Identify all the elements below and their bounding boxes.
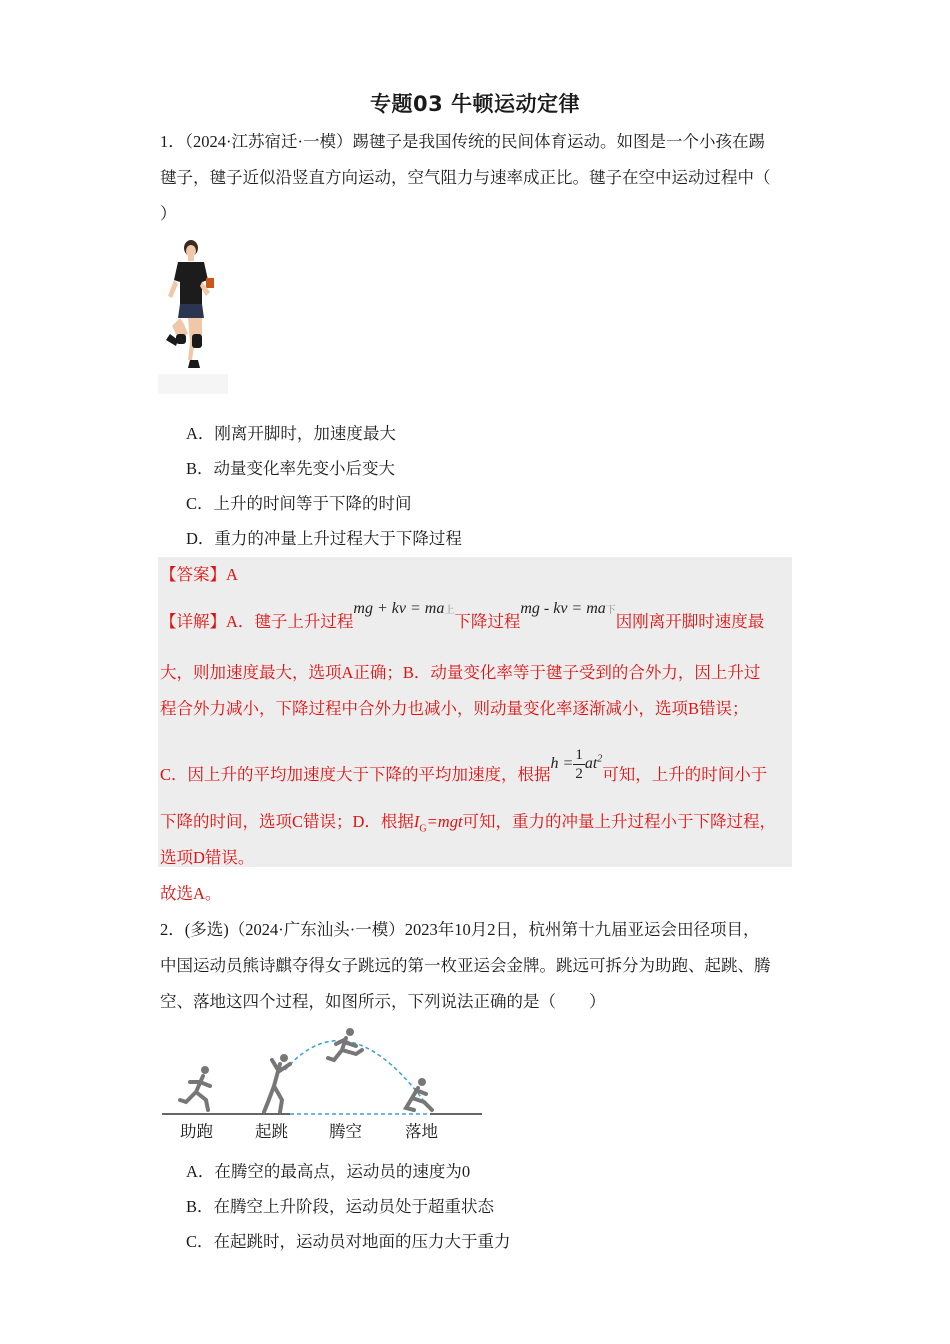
flight-figure [328, 1028, 362, 1060]
detail-text-c: 因刚离开脚时速度最 [615, 612, 765, 631]
detail-text-d: C．因上升的平均加速度大于下降的平均加速度，根据 [160, 765, 551, 785]
equation-down [520, 600, 615, 617]
equation-down-text: mg - kv = ma [520, 600, 606, 617]
q2-stem-line1: 2．(多选)（2024·广东汕头·一模）2023年10月2日，杭州第十九届亚运会田径项目， [160, 920, 760, 939]
fraction-num: 1 [575, 747, 583, 763]
q1-option-a: A．刚离开脚时，加速度最大 [186, 424, 396, 443]
equation-kinematics [550, 747, 603, 782]
takeoff-figure [264, 1054, 290, 1112]
equation-up-sub: 上 [444, 605, 455, 616]
detail-text-e: 可知，上升的时间小于 [602, 765, 768, 785]
q1-conclusion: 故选A。 [160, 884, 222, 903]
detail-text-a: 【详解】A．毽子上升过程 [160, 612, 354, 631]
q1-detail-line5 [160, 808, 776, 834]
equation-at: at [584, 755, 598, 773]
detail-text-g: 可知，重力的冲量上升过程小于下降过程， [462, 812, 777, 831]
detail-text-b: 下降过程 [454, 612, 521, 631]
q1-detail-line6: 选项D错误。 [160, 848, 255, 867]
q2-stem-line3: 空、落地这四个过程，如图所示，下列说法正确的是（ ） [160, 992, 606, 1011]
equation-sup: 2 [597, 753, 603, 765]
q1-option-b: B．动量变化率先变小后变大 [186, 459, 396, 478]
q1-stem-line3: ） [160, 204, 177, 223]
impulse-equation: =mgt [426, 812, 463, 831]
q1-detail-line2: 大，则加速度最大，选项A正确；B．动量变化率等于毽子受到的合外力，因上升过 [160, 663, 761, 682]
fraction-half [573, 746, 585, 783]
equation-up-text: mg + kv = ma [353, 600, 445, 617]
equation-h: h = [550, 755, 574, 773]
q2-option-b: B．在腾空上升阶段，运动员处于超重状态 [186, 1197, 495, 1216]
jump-label-takeoff: 起跳 [255, 1122, 288, 1141]
runner-figure [180, 1066, 210, 1110]
shuttlecock-girl-image [158, 234, 228, 394]
q2-stem-line2: 中国运动员熊诗麒夺得女子跳远的第一枚亚运会金牌。跳远可拆分为助跑、起跳、腾 [160, 956, 771, 975]
q2-option-a: A．在腾空的最高点，运动员的速度为0 [186, 1162, 471, 1181]
impulse-symbol: I [413, 812, 420, 831]
q1-option-d: D．重力的冲量上升过程大于下降过程 [186, 529, 462, 548]
fraction-den: 2 [575, 766, 583, 782]
detail-text-f: 下降的时间，选项C错误；D．根据 [160, 812, 414, 831]
jump-label-run: 助跑 [180, 1122, 213, 1141]
q1-stem-line2: 毽子，毽子近似沿竖直方向运动，空气阻力与速率成正比。毽子在空中运动过程中（ [160, 168, 771, 187]
page-title: 专题03 牛顿运动定律 [369, 92, 581, 116]
q1-stem-line1: 1．（2024·江苏宿迁·一模）踢毽子是我国传统的民间体育运动。如图是一个小孩在踢 [160, 132, 765, 151]
q1-detail-line4 [160, 746, 767, 783]
q1-answer: 【答案】A [160, 565, 238, 584]
q1-detail-line3: 程合外力减小，下降过程中合外力也减小，则动量变化率逐渐减小，选项B错误； [160, 699, 749, 718]
q1-option-c: C．上升的时间等于下降的时间 [186, 494, 412, 513]
jump-label-landing: 落地 [405, 1122, 438, 1141]
q1-detail-line1 [160, 600, 765, 632]
q2-option-c: C．在起跳时，运动员对地面的压力大于重力 [186, 1232, 511, 1251]
equation-up [353, 600, 454, 617]
equation-down-sub: 下 [605, 605, 616, 616]
impulse-sub: G [419, 823, 427, 835]
jump-label-flight: 腾空 [329, 1122, 362, 1141]
